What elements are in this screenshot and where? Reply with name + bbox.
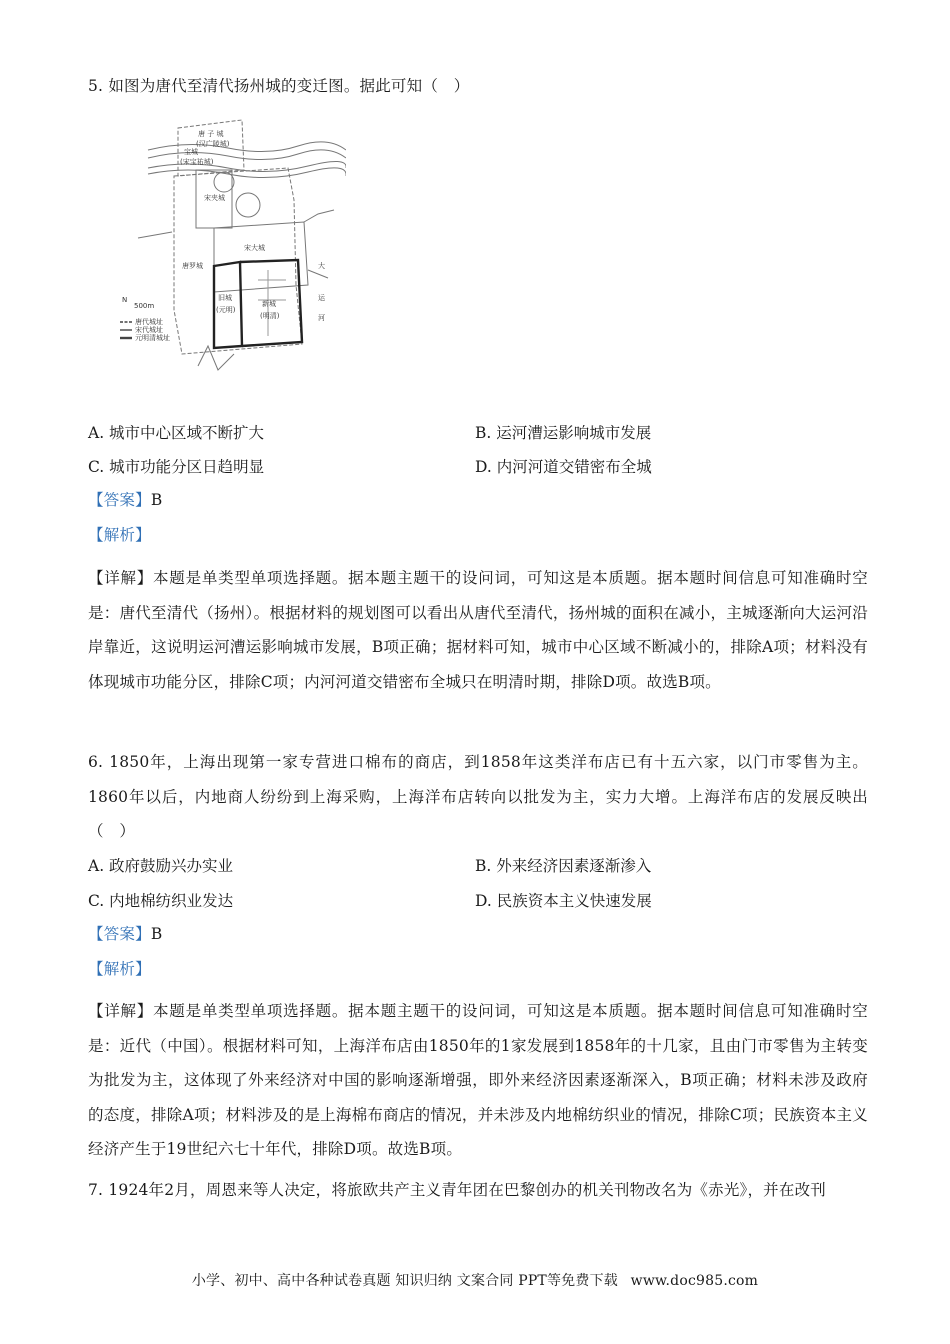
q6-detail (88, 994, 868, 1167)
map-label-hanguangling: (汉广陵城) (196, 140, 230, 148)
footer-url[interactable]: www.doc985.com (630, 1273, 759, 1289)
q5-option-d: D. 内河河道交错密布全城 (475, 458, 652, 476)
map-scale: 500m (134, 302, 155, 310)
map-label-river-1: 大 (318, 262, 325, 270)
question-7-stem: 7. 1924年2月，周恩来等人决定，将旅欧共产主义青年团在巴黎创办的机关刊物改名为《赤光》，并在改刊 (88, 1181, 826, 1199)
map-label-river-2: 运 (318, 294, 325, 302)
q6-answer-tag: 【答案】 (88, 925, 151, 943)
q6-option-a: A. 政府鼓励兴办实业 (88, 857, 234, 875)
q6-detail-tag: 【详解】 (88, 1002, 154, 1020)
q5-answer (88, 490, 162, 510)
q6-answer-value: B (150, 925, 163, 943)
yangzhou-city-map (118, 110, 346, 382)
map-legend-yuanmingqing: 元明清城址 (135, 334, 170, 342)
map-legend-song: 宋代城址 (135, 326, 163, 334)
q5-analysis-tag: 【解析】 (88, 526, 151, 544)
map-label-song-dacheng: 宋大城 (244, 244, 265, 252)
map-label-jiucheng: 旧城 (218, 294, 232, 302)
map-label-tang-luocheng: 唐罗城 (182, 262, 203, 270)
map-label-xincheng: 新城 (262, 300, 276, 308)
map-label-river-3: 河 (318, 314, 325, 322)
q6-option-b: B. 外来经济因素逐渐渗入 (475, 857, 652, 875)
map-label-song-jiacheng: 宋夹城 (204, 194, 225, 202)
q6-option-d: D. 民族资本主义快速发展 (475, 892, 652, 910)
question-6-stem: 6. 1850年，上海出现第一家专营进口棉布的商店，到1858年这类洋布店已有十五六家，以门市零售为主。1860年以后，内地商人纷纷到上海采购，上海洋布店转向以批发为主，实力大增。上海洋布店的发展反映出（ ） (88, 753, 868, 840)
question-5-stem: 5. 如图为唐代至清代扬州城的变迁图。据此可知（ ） (88, 77, 470, 95)
q5-option-a: A. 城市中心区域不断扩大 (88, 424, 265, 442)
map-north-arrow: N (122, 296, 128, 304)
map-label-baocheng: 宝城 (184, 148, 198, 156)
q5-detail-tag: 【详解】 (88, 569, 154, 587)
map-label-yuanming: (元明) (216, 306, 236, 314)
map-legend-tang: 唐代城址 (135, 318, 163, 326)
q5-answer-tag: 【答案】 (88, 491, 151, 509)
q5-option-b: B. 运河漕运影响城市发展 (475, 424, 652, 442)
q6-analysis-tag: 【解析】 (88, 960, 151, 978)
q5-detail-text: 本题是单类型单项选择题。据本题主题干的设问词，可知这是本质题。据本题时间信息可知准确时空是：唐代至清代（扬州）。根据材料的规划图可以看出从唐代至清代，扬州城的面积在减小，主城逐渐向大运河沿岸靠近，这说明运河漕运影响城市发展，B项正确；据材料可知，城市中心区域不断减小的，排除A项；材料没有体现城市功能分区，排除C项；内河河道交错密布全城只在明清时期，排除D项。故选B项。 (88, 569, 868, 691)
map-label-tang-zicheng: 唐 子 城 (198, 130, 224, 138)
footer (0, 1270, 950, 1290)
q5-detail (88, 561, 868, 699)
map-label-songbaoyou: (宋宝祐城) (180, 158, 214, 166)
q6-option-c: C. 内地棉纺织业发达 (88, 892, 234, 910)
q5-answer-value: B (150, 491, 163, 509)
map-label-mingqing: (明清) (260, 312, 280, 320)
footer-text: 小学、初中、高中各种试卷真题 知识归纳 文案合同 PPT等免费下载 (191, 1273, 618, 1289)
q6-answer (88, 924, 162, 944)
q6-detail-text: 本题是单类型单项选择题。据本题主题干的设问词，可知这是本质题。据本题时间信息可知准确时空是：近代（中国）。根据材料可知，上海洋布店由1850年的1家发展到1858年的十几家，且由门市零售为主转变为批发为主，这体现了外来经济对中国的影响逐渐增强，即外来经济因素逐渐深入，B项正确；材料未涉及政府的态度，排除A项；材料涉及的是上海棉布商店的情况，并未涉及内地棉纺织业的情况，排除C项；民族资本主义经济产生于19世纪六七十年代，排除D项。故选B项。 (88, 1002, 868, 1158)
q5-option-c: C. 城市功能分区日趋明显 (88, 458, 265, 476)
